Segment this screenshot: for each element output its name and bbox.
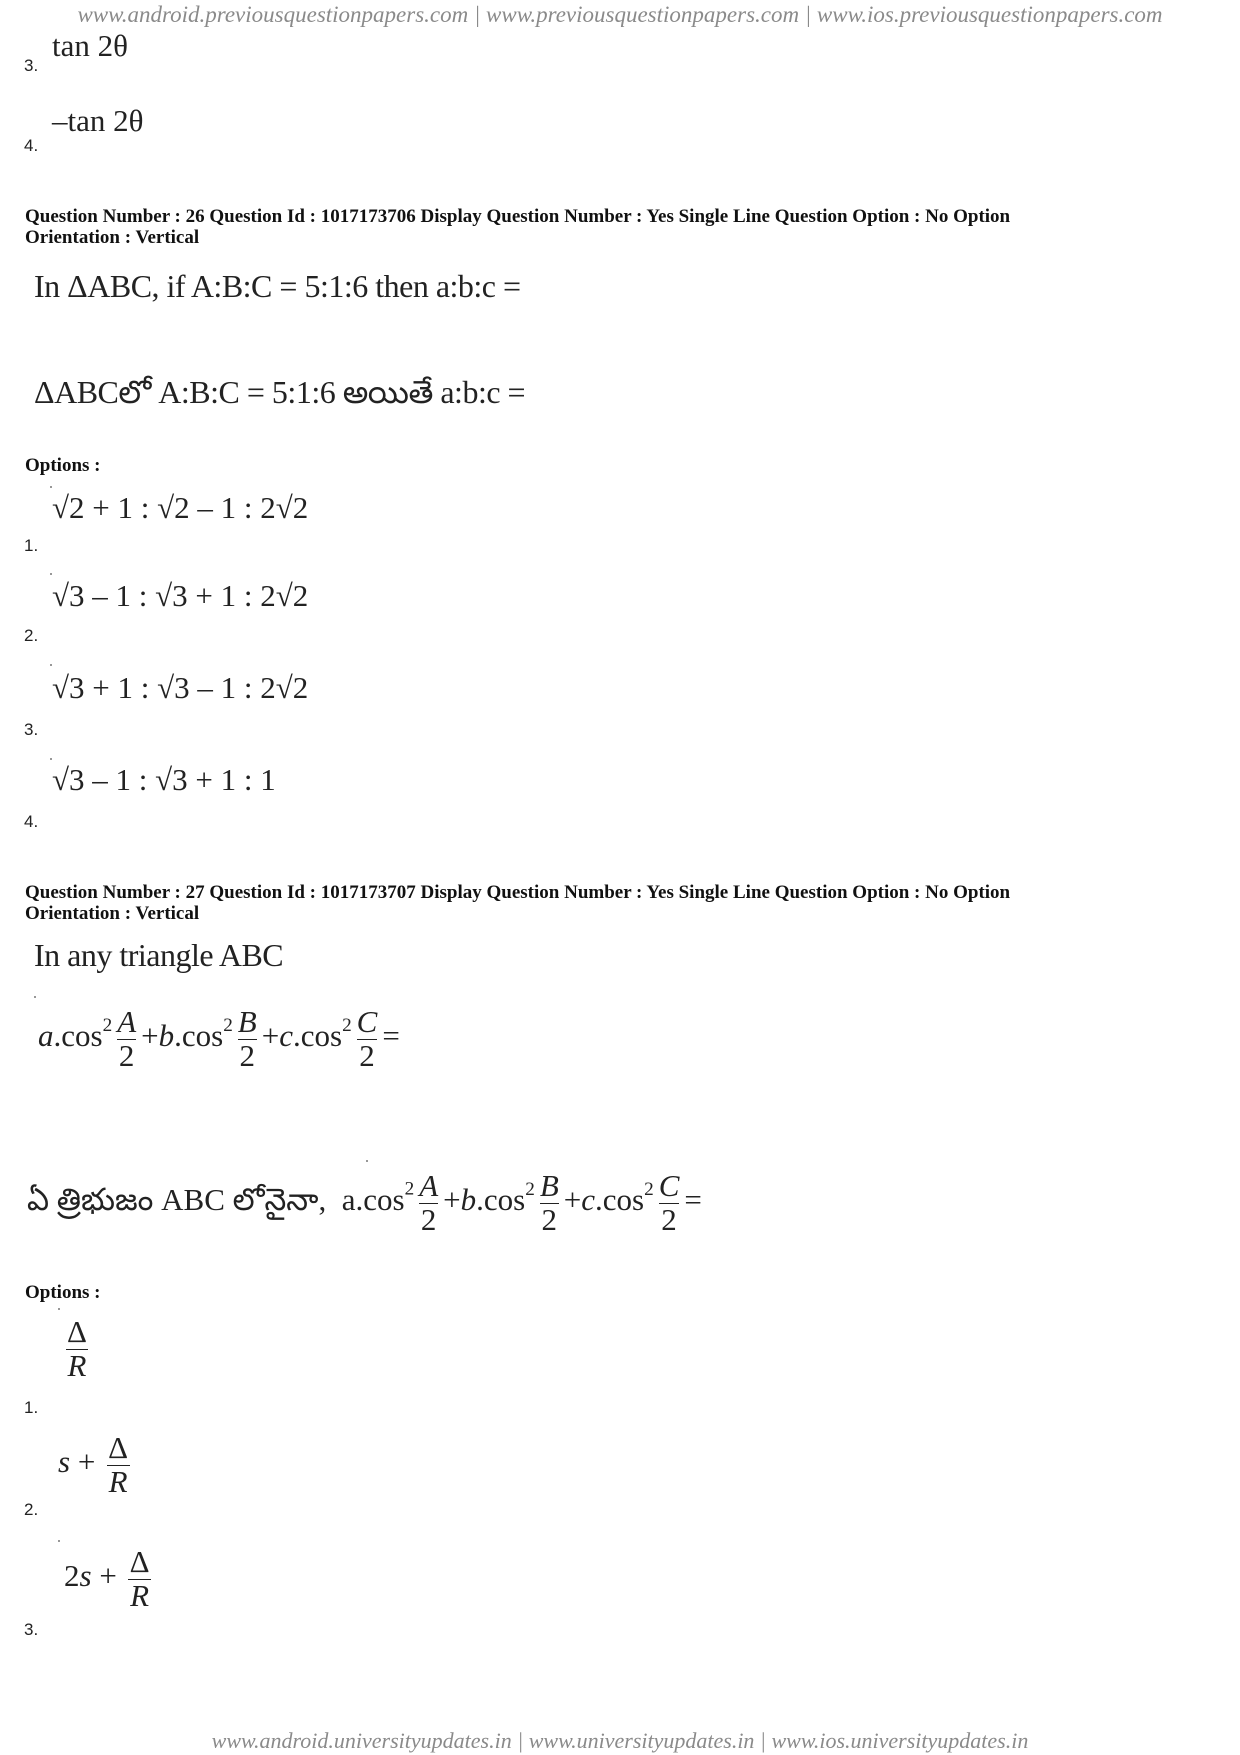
q26-option-3-number: 3. (24, 720, 39, 739)
q27-option-2-expr: s + $\frac{\Delta}{R}$ (58, 1430, 128, 1499)
q27-header-line2: Orientation : Vertical (25, 903, 200, 924)
q27-option-3-number: 3. (24, 1620, 39, 1639)
q26-option-1-number: 1. (24, 536, 39, 555)
prev-option-3-expr: tan 2θ (52, 28, 128, 63)
q27-option-1-marker (58, 1308, 60, 1310)
q27-header-line1: Question Number : 27 Question Id : 1017173707 Display Question Number : Yes Single Line Question Option : No Option (25, 882, 1011, 903)
prev-option-4-expr: –tan 2θ (52, 103, 144, 138)
q26-options-label: Options : (25, 455, 101, 476)
header-watermark: www.android.previousquestionpapers.com | www.previousquestionpapers.com | www.ios.previousquestionpapers.com (77, 2, 1163, 27)
q27-question-marker (34, 996, 36, 998)
q26-header-line1: Question Number : 26 Question Id : 1017173706 Display Question Number : Yes Single Line Question Option : No Option (25, 206, 1011, 227)
q26-header (25, 206, 1205, 248)
q26-option-4-marker (50, 758, 52, 760)
q27-option-1-expr: $\frac{\Delta}{R}$ (67, 1314, 87, 1383)
q27-question-telugu: ఏ త్రిభుజం ABC లోనైనా, $a.\cos^2$ $\frac{A}{2}$ $+b.\cos^2$ $\frac{B}{2}$ $+c.\cos^2$ $\frac{C}{2}$ = (27, 1168, 702, 1237)
prev-option-3-number: 3. (24, 56, 39, 75)
q26-option-4-expr: √3 – 1 : √3 + 1 : 1 (52, 762, 276, 797)
q26-option-3-expr: √3 + 1 : √3 – 1 : 2√2 (52, 670, 309, 705)
q26-option-1-marker (50, 486, 52, 488)
q27-option-3-marker (58, 1540, 60, 1542)
q26-option-3-marker (50, 664, 52, 666)
q27-header (25, 882, 1205, 924)
q26-option-2-expr: √3 – 1 : √3 + 1 : 2√2 (52, 578, 309, 613)
q26-option-4-number: 4. (24, 812, 39, 831)
footer-watermark: www.android.universityupdates.in | www.universityupdates.in | www.ios.universityupdates.in (211, 1728, 1029, 1753)
q27-question-telugu-prefix: ఏ త్రిభుజం ABC లోనైనా, (27, 1182, 327, 1218)
q26-option-2-number: 2. (24, 626, 39, 645)
q27-option-1-number: 1. (24, 1398, 39, 1417)
q26-option-2-marker (50, 573, 52, 575)
q26-option-1-expr: √2 + 1 : √2 – 1 : 2√2 (52, 490, 309, 525)
q27-option-2-number: 2. (24, 1500, 39, 1519)
q26-question-telugu: ΔABCలో A:B:C = 5:1:6 అయితే a:b:c = (34, 374, 526, 410)
q26-question-english: In ΔABC, if A:B:C = 5:1:6 then a:b:c = (34, 268, 521, 304)
prev-option-4-number: 4. (24, 136, 39, 155)
q27-formula-english: $a.\cos^2$ $\frac{A}{2}$ $+b.\cos^2$ $\frac{B}{2}$ $+c.\cos^2$ $\frac{C}{2}$ = (38, 1004, 400, 1073)
q27-telugu-marker (366, 1160, 368, 1162)
q26-header-line2: Orientation : Vertical (25, 227, 200, 248)
q27-options-label: Options : (25, 1282, 101, 1303)
q27-question-english: In any triangle ABC (34, 937, 284, 973)
q27-option-3-expr: 2s + $\frac{\Delta}{R}$ (64, 1544, 150, 1613)
